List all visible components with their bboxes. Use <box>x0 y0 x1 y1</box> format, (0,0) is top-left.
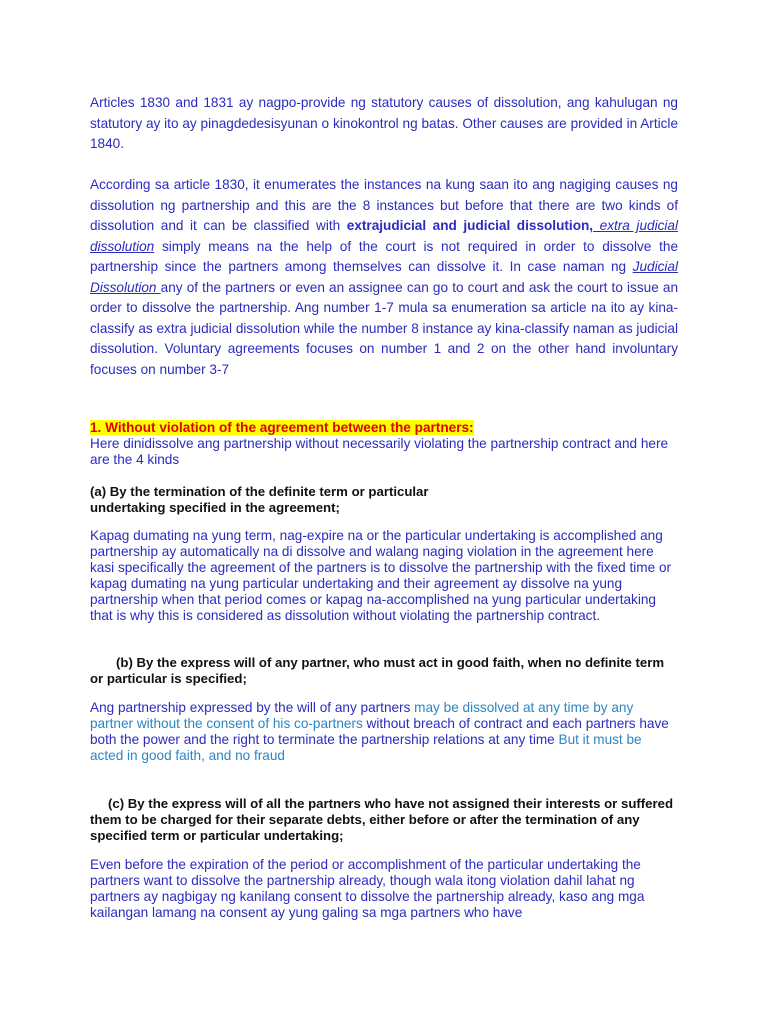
extra-judicial-dissolution-term: extra judicial dissolution <box>90 218 678 254</box>
section-1-heading: 1. Without violation of the agreement between the partners: <box>90 420 474 435</box>
item-a-body: Kapag dumating na yung term, nag-expire na or the particular undertaking is accomplished ang partnership ay automatically na di dissolve and walang naging violation in the agreement here kasi specifically the agreement of the partners is to dissolve the partnership with the fixed time or kapag dumating na yung particular undertaking and their agreement ay dissolve na yung partnership when that period comes or kapag na-accomplished na yung particular undertaking that is why this is considered as dissolution without violating the partnership contract. <box>90 528 672 623</box>
paragraph-statutory-causes <box>90 93 678 155</box>
item-b-body: Ang partnership expressed by the will of any partners may be dissolved at any time by any partner without the consent of his co-partners without breach of contract and each partners have both the power and the right to terminate the partnership relations at any time But it must be acted in good faith, and no fraud <box>90 700 669 763</box>
section-1-intro: Here dinidissolve ang partnership without necessarily violating the partnership contract and here are the 4 kinds <box>90 436 669 467</box>
item-c-heading: (c) By the express will of all the partners who have not assigned their interests or suffered them to be charged for their separate debts, either before or after the termination of any specified term or particular undertaking; <box>90 796 674 843</box>
paragraph-text: Articles 1830 and 1831 ay nagpo-provide ng statutory causes of dissolution, ang kahulugan ng statutory ay ito ay pinagdedesisyunan o kinokontrol ng batas. Other causes are provided in Article 1840. <box>90 95 678 151</box>
item-c-body: Even before the expiration of the period or accomplishment of the particular undertaking the partners want to dissolve the partnership already, though wala itong violation dahil lahat ng partners ay nagbigay ng kanilang consent to dissolve the partnership already, kaso ang mga kailangan lamang na consent ay yung galing sa mga partners who have <box>90 857 645 920</box>
item-b-heading: (b) By the express will of any partner, who must act in good faith, when no definite term or particular is specified; <box>90 655 665 686</box>
kinds-of-dissolution-bold: extrajudicial and judicial dissolution, <box>346 218 594 233</box>
paragraph-text: simply means na the help of the court is not required in order to dissolve the partnership since the partners among themselves can dissolve it. In case naman ng <box>90 238 678 274</box>
paragraph-text: any of the partners or even an assignee can go to court and ask the court to issue an order to dissolve the partnership. Ang number 1-7 mula sa enumeration sa article na ito ay kina-classify as extra judicial dissolution while the number 8 instance ay kina-classify naman as judicial dissolution. Voluntary agreements focuses on number 1 and 2 on the other hand involuntary focuses on number 3-7 <box>90 279 679 377</box>
item-a-heading: (a) By the termination of the definite term or particular undertaking specified in the agreement; <box>90 484 429 515</box>
section-1 <box>90 420 678 468</box>
paragraph-text: According sa article 1830, it enumerates the instances na kung saan ito ang nagiging causes ng dissolution ng partnership and this are the 8 instances but before that there are two kinds of dissolution and it can be classified with <box>90 177 678 233</box>
paragraph-article-1830 <box>90 175 678 380</box>
judicial-dissolution-term: Judicial Dissolution <box>90 259 678 295</box>
